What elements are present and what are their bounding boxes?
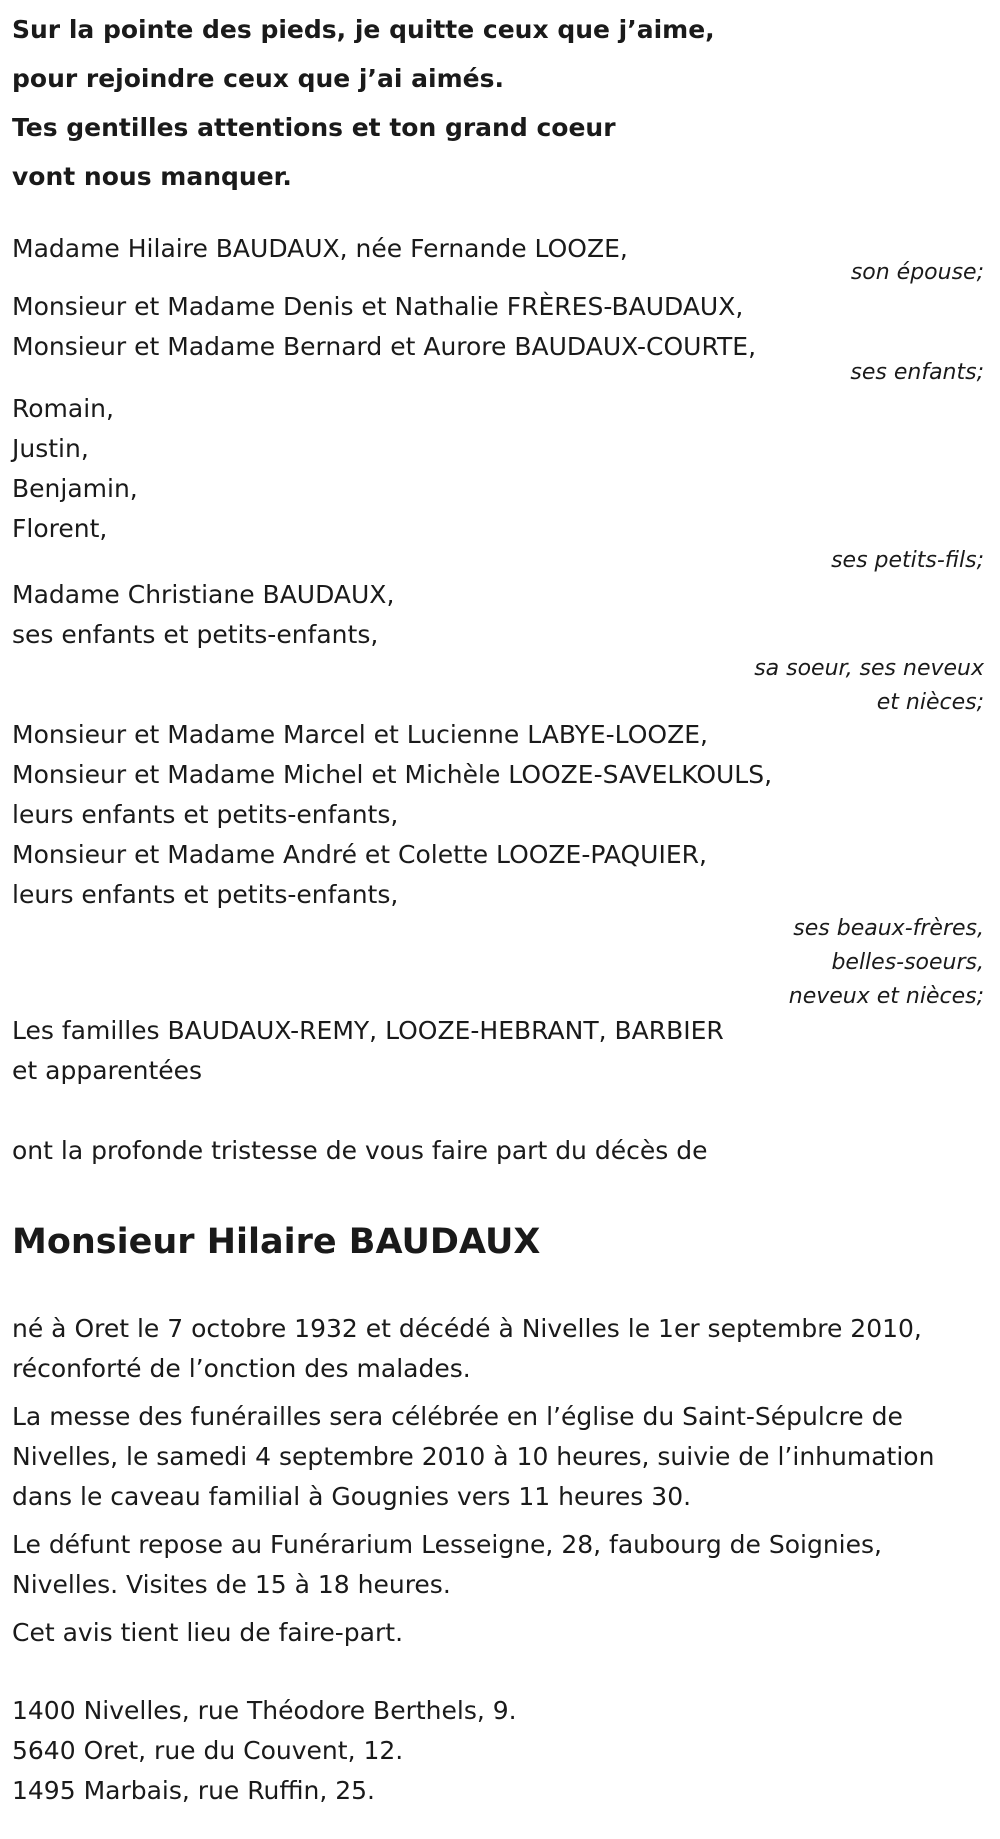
family-name-line: Benjamin, xyxy=(12,474,138,503)
relation-label: et nièces; xyxy=(876,690,984,715)
family-name-line: Monsieur et Madame Denis et Nathalie FRÈRES-BAUDAUX, xyxy=(12,292,744,321)
relation-label: belles-soeurs, xyxy=(831,950,984,975)
detail-line: La messe des funérailles sera célébrée en l’église du Saint-Sépulcre de xyxy=(12,1402,903,1431)
family-name-line: et apparentées xyxy=(12,1056,203,1085)
funerarium-details xyxy=(12,1525,994,1605)
family-name-line: Monsieur et Madame Bernard et Aurore BAUDAUX-COURTE, xyxy=(12,332,757,361)
detail-line: né à Oret le 7 octobre 1932 et décédé à Nivelles le 1er septembre 2010, xyxy=(12,1314,922,1343)
relation-label: son épouse; xyxy=(850,260,984,285)
family-name-line: Monsieur et Madame Marcel et Lucienne LABYE-LOOZE, xyxy=(12,720,708,749)
deceased-name: Monsieur Hilaire BAUDAUX xyxy=(12,1222,541,1262)
family-group-families xyxy=(12,1011,994,1091)
detail-line: Le défunt repose au Funérarium Lesseigne, 28, faubourg de Soignies, xyxy=(12,1530,882,1559)
family-group-in-laws xyxy=(12,715,994,1017)
family-group-spouse xyxy=(12,229,994,293)
family-name-line: Madame Christiane BAUDAUX, xyxy=(12,580,395,609)
obituary-notice xyxy=(12,0,994,1811)
family-name-line: leurs enfants et petits-enfants, xyxy=(12,800,399,829)
detail-line: Cet avis tient lieu de faire-part. xyxy=(12,1618,404,1647)
family-name-line: Les familles BAUDAUX-REMY, LOOZE-HEBRANT, BARBIER xyxy=(12,1016,724,1045)
family-name-line: Madame Hilaire BAUDAUX, née Fernande LOOZE, xyxy=(12,234,628,263)
addresses xyxy=(12,1691,994,1811)
address-line: 1400 Nivelles, rue Théodore Berthels, 9. xyxy=(12,1696,517,1725)
relation-label: ses enfants; xyxy=(850,360,984,385)
family-name-line: Monsieur et Madame André et Colette LOOZE-PAQUIER, xyxy=(12,840,707,869)
poem-line: pour rejoindre ceux que j’ai aimés. xyxy=(12,64,504,93)
address-line: 1495 Marbais, rue Ruffin, 25. xyxy=(12,1776,376,1805)
relation-label: neveux et nièces; xyxy=(788,984,984,1009)
poem-line: vont nous manquer. xyxy=(12,162,292,191)
poem-line: Sur la pointe des pieds, je quitte ceux que j’aime, xyxy=(12,15,715,44)
detail-line: dans le caveau familial à Gougnies vers 11 heures 30. xyxy=(12,1482,692,1511)
detail-line: Nivelles, le samedi 4 septembre 2010 à 10 heures, suivie de l’inhumation xyxy=(12,1442,935,1471)
birth-death-details xyxy=(12,1309,994,1389)
detail-line: Nivelles. Visites de 15 à 18 heures. xyxy=(12,1570,451,1599)
family-name-line: Florent, xyxy=(12,514,108,543)
relation-label: ses petits-fils; xyxy=(831,548,984,573)
announcement-text: ont la profonde tristesse de vous faire part du décès de xyxy=(12,1136,708,1165)
family-name-line: ses enfants et petits-enfants, xyxy=(12,620,379,649)
family-group-grandsons xyxy=(12,389,994,581)
detail-line: réconforté de l’onction des malades. xyxy=(12,1354,471,1383)
poem-line: Tes gentilles attentions et ton grand coeur xyxy=(12,113,616,142)
family-name-line: leurs enfants et petits-enfants, xyxy=(12,880,399,909)
notice-statement xyxy=(12,1613,994,1653)
relation-label: sa soeur, ses neveux xyxy=(754,656,984,681)
funeral-mass-details xyxy=(12,1397,994,1517)
poem xyxy=(12,0,994,201)
family-name-line: Justin, xyxy=(12,434,89,463)
family-group-sister xyxy=(12,575,994,723)
family-name-line: Monsieur et Madame Michel et Michèle LOOZE-SAVELKOULS, xyxy=(12,760,773,789)
relation-label: ses beaux-frères, xyxy=(793,916,984,941)
address-line: 5640 Oret, rue du Couvent, 12. xyxy=(12,1736,404,1765)
family-name-line: Romain, xyxy=(12,394,114,423)
family-group-children xyxy=(12,287,994,393)
